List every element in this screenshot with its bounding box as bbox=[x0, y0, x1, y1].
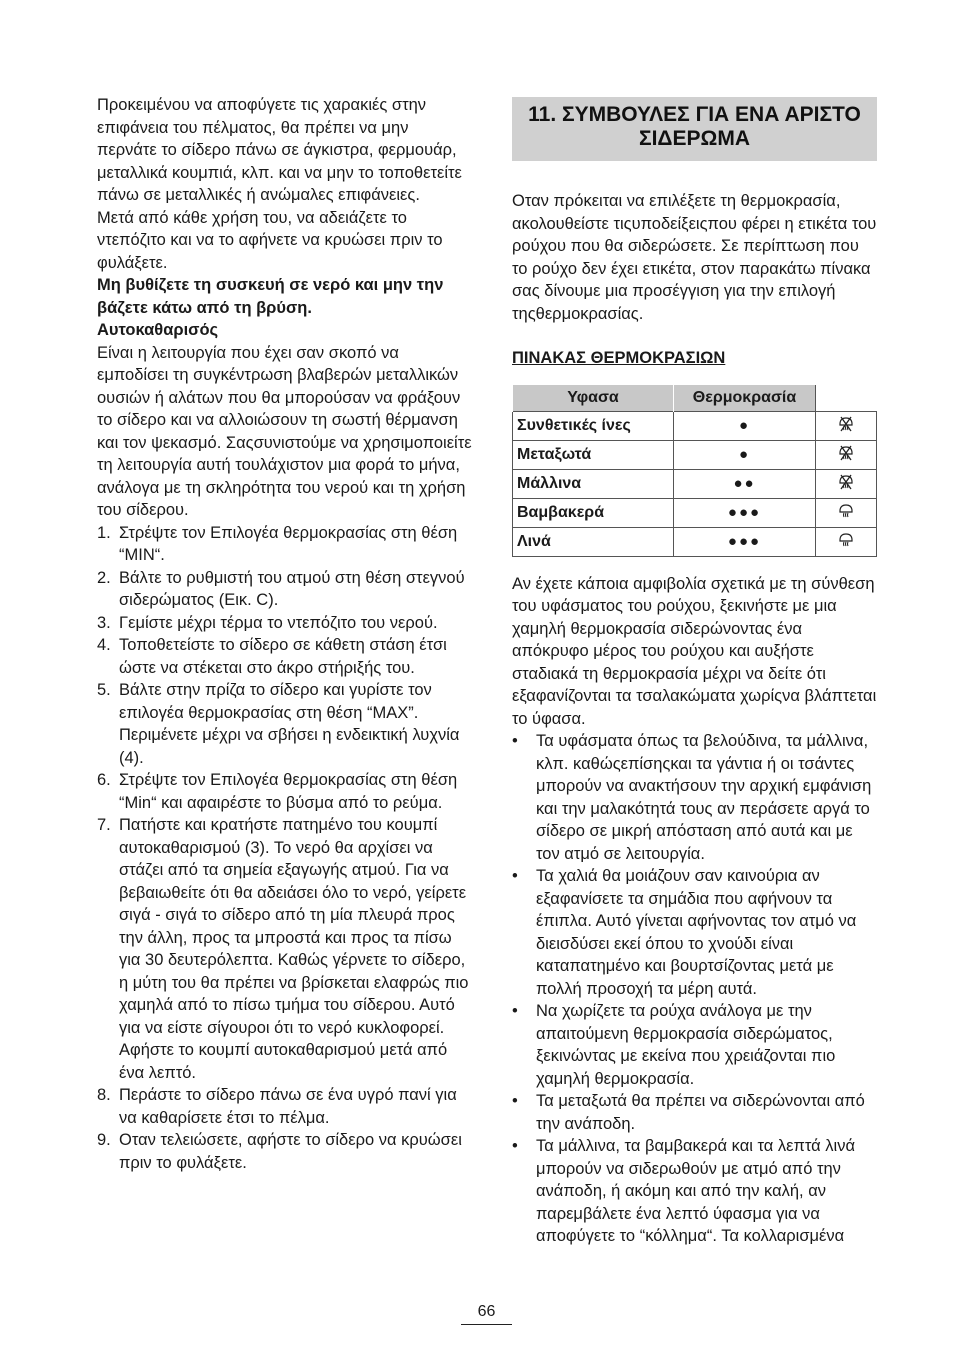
steam-icon bbox=[837, 501, 855, 519]
step-text: Στρέψτε τον Επιλογέα θερμοκρασίας στη θέση “MIN“. bbox=[119, 523, 458, 564]
table-row bbox=[513, 411, 877, 440]
section-title: 11. ΣΥΜΒΟΥΛΕΣ ΓΙΑ ΕΝΑ ΑΡΙΣΤΟ ΣΙΔΕΡΩΜΑ bbox=[512, 97, 877, 163]
bullet-text: Τα χαλιά θα μοιάζουν σαν καινούρια αν εξαφανίσετε τα σημάδια που αφήνουν τα έπιπλα. Αυτό γίνεται αφήνοντας τον ατμό να διεισδύσει εκεί όπου το χνούδι είναι καταπατημένο και βουρτσίζοντας μετά με πολλή προσοχή τα μέρη αυτά. bbox=[536, 867, 857, 998]
steam-cell bbox=[816, 411, 877, 440]
bullet-text: Τα μεταξωτά θα πρέπει να σιδερώνονται από την ανάποδη. bbox=[536, 1092, 865, 1133]
step-number: 6. bbox=[97, 771, 111, 789]
list-item bbox=[97, 1129, 472, 1174]
step-number: 3. bbox=[97, 613, 111, 632]
step-text: Βάλτε το ρυθμιστή του ατμού στη θέση στεγνού σιδερώματος (Εικ. C). bbox=[119, 568, 465, 609]
table-row bbox=[513, 440, 877, 469]
steam-cell bbox=[816, 498, 877, 527]
table-header-row bbox=[513, 385, 877, 412]
bullet-icon: • bbox=[512, 1002, 518, 1020]
step-text: Πατήστε και κρατήστε πατημένο του κουμπί αυτοκαθαρισμού (3). Το νερό θα αρχίσει να στάζει από τα σημεία εξαγωγής ατμού. Για να βεβαιωθείτε ότι θα αδειάσει όλο το νερό, γείρετε σιγά - σιγά το σίδερο από τη μία πλευρά προς την άλλη, προς τα μπροστά και προς τα πίσω για 30 δευτερόλεπτα. Καθώς γέρνετε το σίδερο, η μύτη του θα πρέπει να βρίσκεται ελαφρώς πιο χαμηλά από το πίσω τμήμα του σίδερου. Αυτό για να είστε σίγουροι ότι το νερό κυκλοφορεί. Αφήστε το κουμπί αυτοκαθαρισμού μετά από ένα λεπτό. bbox=[119, 816, 469, 1082]
steam-cell bbox=[816, 527, 877, 556]
step-text: Οταν τελειώσετε, αφήστε το σίδερο να κρυώσει πριν το φυλάξετε. bbox=[119, 1131, 462, 1172]
fabric-cell: Μεταξωτά bbox=[513, 440, 674, 469]
table-row bbox=[513, 469, 877, 498]
header-fabric: Υφασα bbox=[513, 385, 674, 412]
list-item bbox=[97, 612, 472, 635]
list-item bbox=[512, 1000, 877, 1090]
list-item bbox=[97, 634, 472, 679]
step-number: 2. bbox=[97, 568, 111, 587]
temperature-dots-cell: ●● bbox=[674, 469, 816, 498]
step-number: 1. bbox=[97, 523, 111, 542]
table-title: ΠΙΝΑΚΑΣ ΘΕΡΜΟΚΡΑΣΙΩΝ bbox=[512, 349, 726, 367]
bullet-text: Τα μάλλινα, τα βαμβακερά και τα λεπτά λινά μπορούν να σιδερωθούν με ατμό από την ανάποδη, ή ακόμη και από την καλή, αν παρεμβάλετε ένα λεπτό ύφασμα για να αποφύγετε το “κόλλημα“. Τα κολλαρισμένα bbox=[536, 1137, 855, 1245]
selfclean-heading: Αυτοκαθαρισός bbox=[97, 321, 219, 339]
bullet-icon: • bbox=[512, 732, 518, 750]
bullet-text: Τα υφάσματα όπως τα βελούδινα, τα μάλλινα, κλπ. καθώςεπίσηςκαι τα γάντια ή οι τσάντες μπορούν να ανακτήσουν την αρχική εμφάνιση και την μαλακότητά τους αν περάσετε αργά το σίδερο σε μικρή απόσταση από αυτά και με τον ατμό σε λειτουργία. bbox=[536, 732, 872, 863]
no-steam-icon bbox=[837, 472, 855, 490]
paragraph-empty-tank: Μετά από κάθε χρήση του, να αδειάζετε το ντεπόζιτο και να το αφήνετε να κρυώσει πριν το φυλάξετε. bbox=[97, 208, 443, 272]
fabric-cell: Μάλλινα bbox=[513, 469, 674, 498]
left-column bbox=[97, 94, 472, 1174]
list-item bbox=[97, 567, 472, 612]
list-item bbox=[512, 1090, 877, 1135]
header-blank bbox=[816, 385, 877, 412]
bullet-text: Να χωρίζετε τα ρούχα ανάλογα με την απαιτούμενη θερμοκρασία σιδερώματος, ξεκινώντας με εκείνα που χρειάζονται πιο χαμηλή θερμοκρασία. bbox=[536, 1002, 836, 1088]
step-number: 4. bbox=[97, 636, 111, 654]
fabric-cell: Συνθετικές ίνες bbox=[513, 411, 674, 440]
right-column bbox=[512, 94, 877, 1248]
step-text: Τοποθετείστε το σίδερο σε κάθετη στάση έτσι ώστε να στέκεται στο άκρο στήριξής του. bbox=[119, 636, 447, 677]
table-row bbox=[513, 527, 877, 556]
steam-icon bbox=[837, 530, 855, 548]
temperature-table bbox=[512, 385, 877, 557]
step-number: 7. bbox=[97, 816, 111, 834]
bullet-icon: • bbox=[512, 867, 518, 885]
list-item bbox=[97, 769, 472, 814]
header-temperature: Θερμοκρασία bbox=[674, 385, 816, 412]
list-item bbox=[512, 865, 877, 1000]
selfclean-steps-list bbox=[97, 522, 472, 1175]
list-item bbox=[97, 522, 472, 567]
page-number: 66 bbox=[461, 1303, 512, 1325]
list-item bbox=[97, 814, 472, 1084]
fabric-cell: Λινά bbox=[513, 527, 674, 556]
table-row bbox=[513, 498, 877, 527]
steam-cell bbox=[816, 469, 877, 498]
intro-paragraph: Οταν πρόκειται να επιλέξετε τη θερμοκρασία, ακολουθείστε τιςυποδείξειςπου φέρει η ετικέτα του ρούχου που θα σιδερώσετε. Σε περίπτωση που το ρούχο δεν έχει ετικέτα, στον παρακάτω πίνακα σας δίνουμε μια προσέγγιση για την επιλογή τηςθερμοκρασίας. bbox=[512, 192, 877, 323]
step-number: 5. bbox=[97, 681, 111, 699]
step-text: Στρέψτε τον Επιλογέα θερμοκρασίας στη θέση “Min“ και αφαιρέστε το βύσμα από το ρεύμα. bbox=[119, 771, 458, 812]
list-item bbox=[97, 679, 472, 769]
fabric-cell: Βαμβακερά bbox=[513, 498, 674, 527]
tips-list bbox=[512, 730, 877, 1248]
bullet-icon: • bbox=[512, 1137, 518, 1155]
list-item bbox=[512, 730, 877, 865]
step-number: 9. bbox=[97, 1131, 111, 1149]
no-steam-icon bbox=[837, 443, 855, 461]
steam-cell bbox=[816, 440, 877, 469]
advice-paragraph: Αν έχετε κάποια αμφιβολία σχετικά με τη σύνθεση του υφάσματος του ρούχου, ξεκινήστε με μια χαμηλή θερμοκρασία σιδερώνοντας ένα απόκρυφο μέρος του ρούχου και αυξήστε σταδιακά τη θερμοκρασία μέχρι να δείτε ότι εξαφανίζονται τα τσαλακώματα χωρίςνα βλάπτεται το ύφασα. bbox=[512, 574, 877, 728]
warning-text: Μη βυθίζετε τη συσκευή σε νερό και μην την βάζετε κάτω από τη βρύση. bbox=[97, 276, 444, 317]
list-item bbox=[97, 1084, 472, 1129]
list-item bbox=[512, 1135, 877, 1248]
temperature-dots-cell: ●●● bbox=[674, 527, 816, 556]
step-text: Γεμίστε μέχρι τέρμα το ντεπόζιτο του νερού. bbox=[119, 613, 438, 632]
temperature-dots-cell: ● bbox=[674, 411, 816, 440]
temperature-dots-cell: ●●● bbox=[674, 498, 816, 527]
no-steam-icon bbox=[837, 414, 855, 432]
bullet-icon: • bbox=[512, 1092, 518, 1110]
paragraph-scratches: Προκειμένου να αποφύγετε τις χαρακιές στην επιφάνεια του πέλματος, θα πρέπει να μην περνάτε το σίδερο πάνω σε άγκιστρα, φερμουάρ, μεταλλικά κουμπιά, κλπ. και να μην το τοποθετείτε πάνω σε μεταλλικές ή ανώμαλες επιφάνειες. bbox=[97, 96, 462, 204]
temperature-dots-cell: ● bbox=[674, 440, 816, 469]
step-text: Περάστε το σίδερο πάνω σε ένα υγρό πανί για να καθαρίσετε έτσι το πέλμα. bbox=[119, 1086, 457, 1127]
step-text: Βάλτε στην πρίζα το σίδερο και γυρίστε τον επιλογέα θερμοκρασίας στη θέση “MAX”. Περιμένετε μέχρι να σβήσει η ενδεικτική λυχνία (4). bbox=[119, 681, 460, 767]
step-number: 8. bbox=[97, 1086, 111, 1104]
selfclean-text: Είναι η λειτουργία που έχει σαν σκοπό να εμποδίσει τη συγκέντρωση βλαβερών μεταλλικών ουσιών ή αλάτων που θα μπορούσαν να φράξουν το σίδερο και να αλλοιώσουν τη σωστή θέρμανση και τον ψεκασμό. Σαςσυνιστούμε να χρησιμοποιείτε τη λειτουργία αυτή τουλάχιστον μια φορά το μήνα, ανάλογα με τη σκληρότητα του νερού και τη χρήση του σίδερου. bbox=[97, 343, 472, 519]
